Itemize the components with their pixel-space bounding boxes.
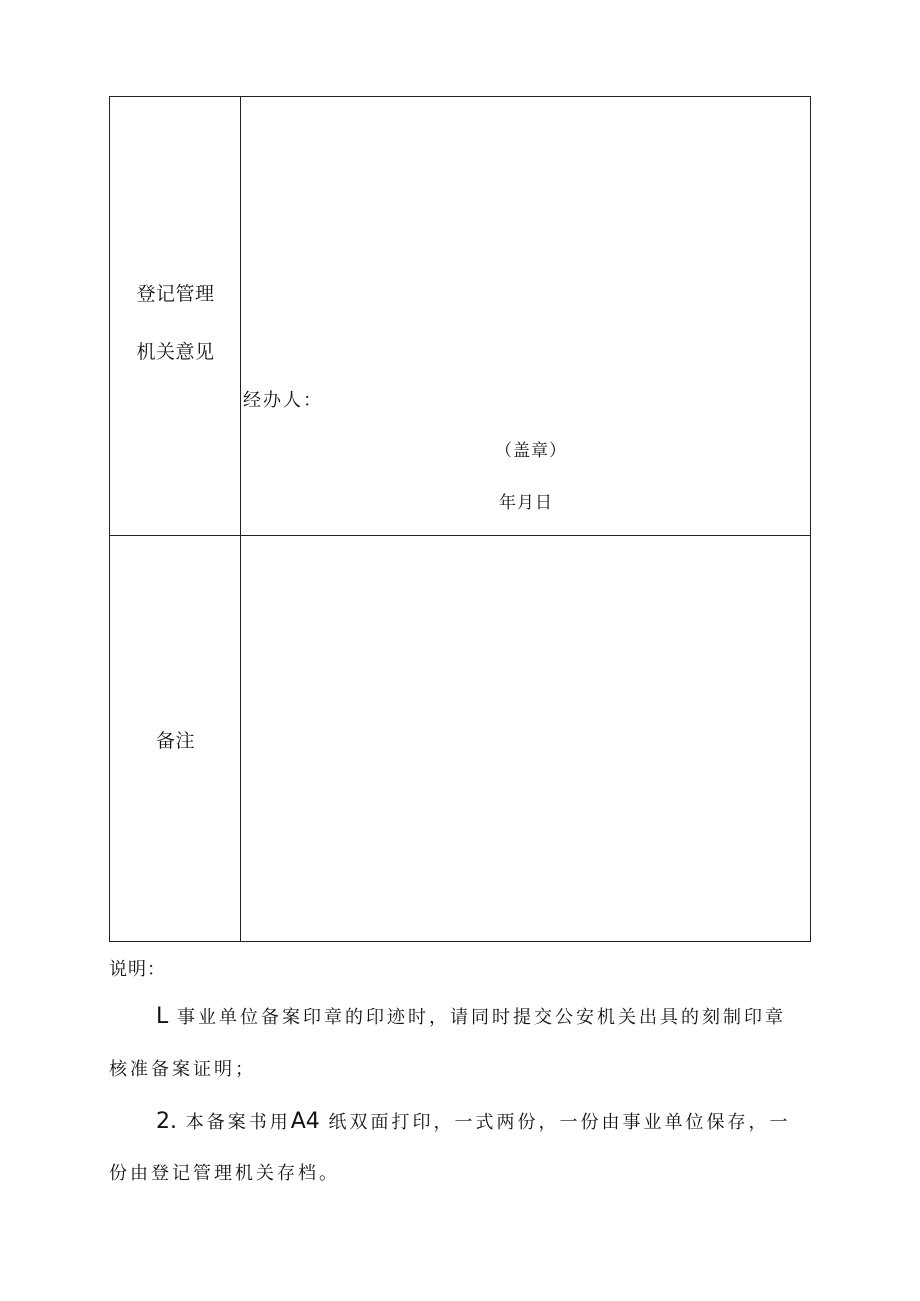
notes-title: 说明： <box>109 959 166 980</box>
opinion-label-line2: 机关意见 <box>136 341 215 363</box>
remarks-label: 备注 <box>155 730 195 752</box>
date-text: 年月日 <box>499 493 553 513</box>
opinion-content-cell[interactable] <box>241 97 810 535</box>
note-item-2-text-a: 本备案书用 <box>185 1112 291 1133</box>
note-item-1-text: 事业单位备案印章的印迹时，请同时提交公安机关出具的刻制印章 <box>177 1007 786 1028</box>
remarks-content-cell[interactable] <box>241 536 810 941</box>
opinion-label-line1: 登记管理 <box>136 283 215 305</box>
note-item-1-line1 <box>156 1003 786 1029</box>
note-item-1-line2: 核准备案证明； <box>109 1059 256 1080</box>
note-item-2-marker: 2. <box>156 1109 177 1134</box>
remarks-row <box>110 536 810 941</box>
registration-authority-opinion-row <box>110 97 810 536</box>
handler-label: 经办人： <box>243 390 323 411</box>
opinion-label-cell <box>110 97 241 535</box>
filing-form-table <box>109 96 811 942</box>
note-item-1-marker: L <box>156 1004 169 1029</box>
note-item-2-line2: 份由登记管理机关存档。 <box>109 1163 340 1184</box>
note-item-2-paper-size: A4 <box>290 1109 320 1134</box>
seal-text: （盖章） <box>495 441 567 461</box>
remarks-label-cell <box>110 536 241 941</box>
note-item-2-text-b: 纸双面打印，一式两份，一份由事业单位保存，一 <box>328 1112 791 1133</box>
note-item-2-line1 <box>156 1108 791 1134</box>
